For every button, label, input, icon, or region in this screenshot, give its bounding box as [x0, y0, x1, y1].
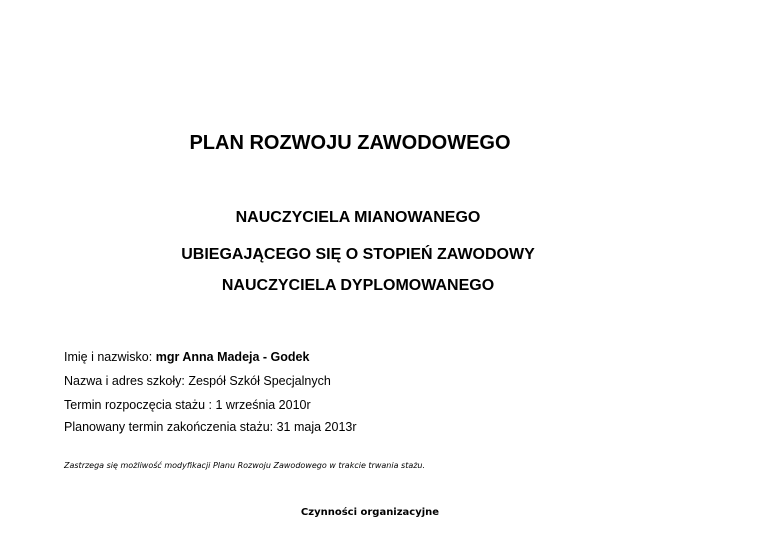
- section-heading: Czynności organizacyjne: [300, 507, 440, 518]
- subtitle-line-1: NAUCZYCIELA MIANOWANEGO: [235, 209, 481, 226]
- document-title: PLAN ROZWOJU ZAWODOWEGO: [189, 132, 511, 154]
- subtitle-line-3: NAUCZYCIELA DYPLOMOWANEGO: [221, 277, 495, 294]
- start-date-line: Termin rozpoczęcia stażu : 1 września 2010r: [64, 398, 311, 412]
- teacher-name-value: mgr Anna Madeja - Godek: [155, 350, 310, 364]
- teacher-name-label: Imię i nazwisko:: [64, 350, 153, 364]
- modification-note: Zastrzega się możliwość modyfikacji Planu Rozwoju Zawodowego w trakcie trwania stażu.: [64, 461, 426, 470]
- teacher-name-line: [64, 350, 309, 364]
- subtitle-line-2: UBIEGAJĄCEGO SIĘ O STOPIEŃ ZAWODOWY: [181, 246, 535, 263]
- school-line: Nazwa i adres szkoły: Zespół Szkół Specjalnych: [64, 374, 331, 388]
- end-date-line: Planowany termin zakończenia stażu: 31 maja 2013r: [64, 420, 357, 434]
